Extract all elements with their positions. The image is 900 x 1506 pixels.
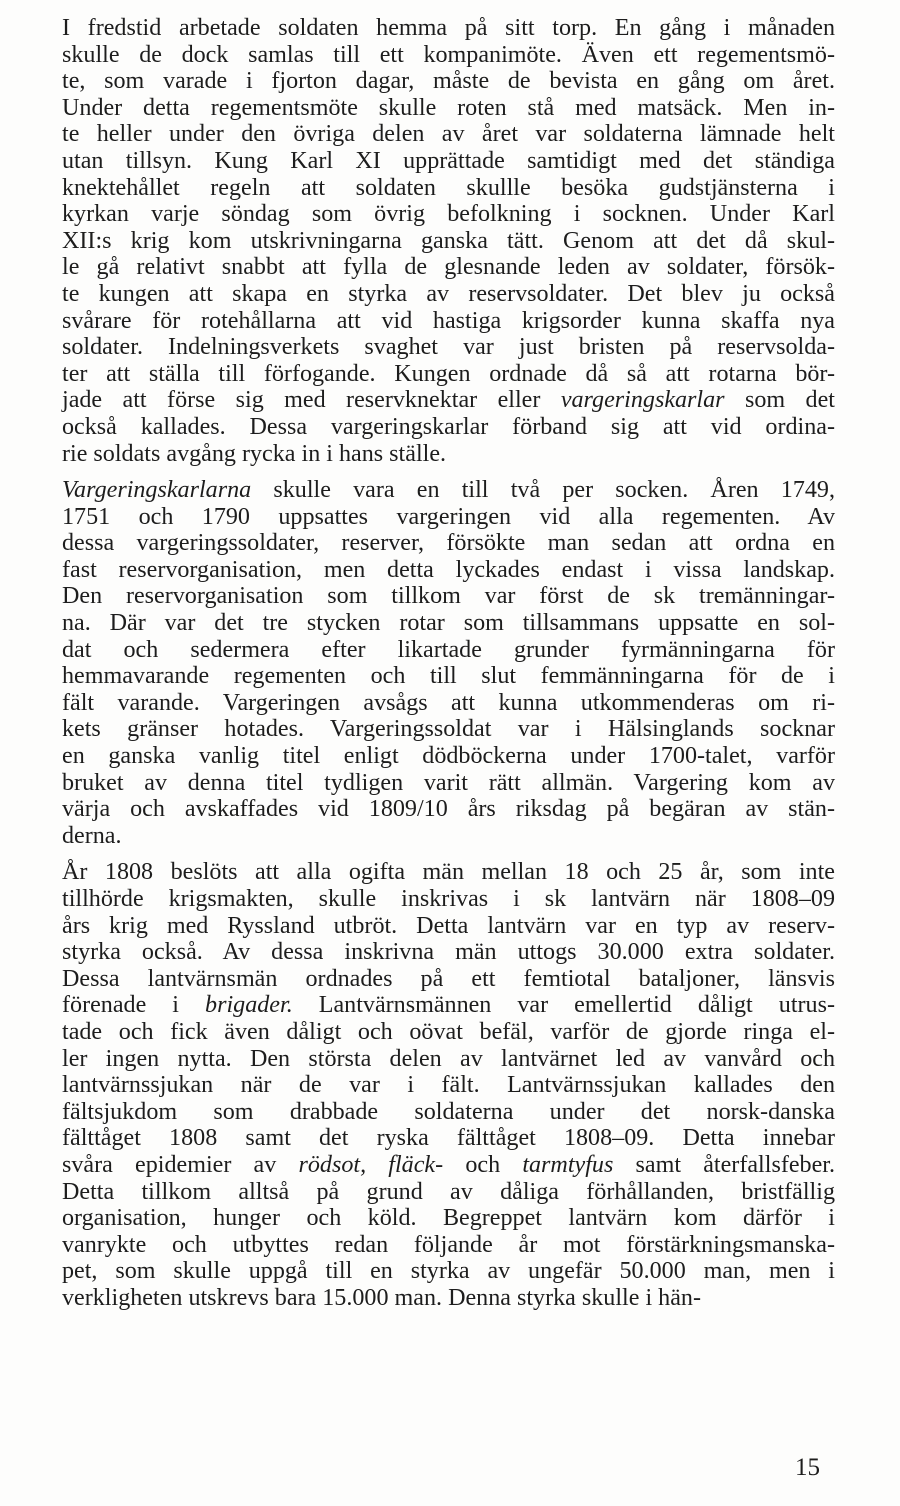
- text-line: [62, 1258, 835, 1285]
- text-line: [62, 530, 835, 557]
- text-segment: kets gränser hotades. Vargeringssoldat var i Hälsinglands socknar: [62, 716, 835, 743]
- paragraph: [62, 477, 835, 849]
- text-segment: styrka också. Av dessa inskrivna män uttogs 30.000 extra soldater.: [62, 939, 835, 966]
- text-segment: rie soldats avgång rycka in i hans ställe.: [62, 440, 447, 467]
- text-line: [62, 361, 835, 388]
- text-segment: Lantvärnsmännen var emellertid dåligt utrus-: [292, 992, 835, 1019]
- text-segment: kyrkan varje söndag som övrig befolkning i socknen. Under Karl: [62, 201, 835, 228]
- text-segment: le gå relativt snabbt att fylla de glesnande leden av soldater, försök-: [62, 254, 835, 281]
- text-line: [62, 281, 835, 308]
- text-segment: tillhörde krigsmakten, skulle inskrivas i sk lantvärn när 1808–09: [62, 886, 835, 912]
- text-segment: te, som varade i fjorton dagar, måste de bevista en gång om året.: [62, 68, 835, 95]
- text-segment: I fredstid arbetade soldaten hemma på sitt torp. En gång i månaden: [62, 15, 835, 41]
- text-segment: fast reservorganisation, men detta lyckades endast i vissa landskap.: [62, 556, 835, 583]
- text-segment: te heller under den övriga delen av året var soldaterna lämnade helt: [62, 121, 835, 148]
- text-line: [62, 583, 835, 610]
- text-segment: dessa vargeringssoldater, reserver, försökte man sedan att ordna en: [62, 530, 835, 557]
- text-line: [62, 387, 835, 414]
- text-segment: knektehållet regeln att soldaten skullle besöka gudstjänsterna i: [62, 174, 835, 201]
- text-segment: dat och sedermera efter likartade grunder fyrmänningarna för: [62, 636, 835, 663]
- text-line: [62, 557, 835, 584]
- text-line: [62, 1152, 835, 1179]
- text-line: [62, 308, 835, 335]
- text-line: [62, 504, 835, 531]
- text-line: [62, 1125, 835, 1152]
- text-segment: samt återfallsfeber.: [613, 1151, 835, 1178]
- text-segment: Under detta regementsmöte skulle roten stå med matsäck. Men in-: [62, 94, 835, 121]
- text-line: [62, 148, 835, 175]
- text-segment: fälttåget 1808 samt det ryska fälttåget 1808–09. Detta innebar: [62, 1125, 835, 1152]
- text-line: [62, 15, 835, 42]
- text-line: [62, 966, 835, 993]
- text-segment: jade att förse sig med reservknektar eller: [62, 387, 561, 414]
- text-segment: lantvärnssjukan när de var i fält. Lantvärnssjukan kallades den: [62, 1072, 835, 1099]
- text-segment: na. Där var det tre stycken rotar som tillsammans uppsatte en sol-: [62, 610, 835, 637]
- text-segment: värja och avskaffades vid 1809/10 års riksdag på begäran av stän-: [62, 796, 835, 823]
- text-segment: Dessa lantvärnsmän ordnades på ett femtiotal bataljoner, länsvis: [62, 965, 835, 992]
- text-line: [62, 201, 835, 228]
- paragraph: [62, 859, 835, 1311]
- page-number: 15: [795, 1454, 820, 1481]
- text-line: [62, 690, 835, 717]
- text-line: [62, 716, 835, 743]
- text-segment: Den reservorganisation som tillkom var först de sk tremänningar-: [62, 583, 835, 610]
- text-line: [62, 992, 835, 1019]
- text-line: [62, 913, 835, 940]
- text-segment: svåra epidemier av: [62, 1151, 299, 1178]
- italic-term: rödsot, fläck-: [298, 1151, 444, 1178]
- text-line: [62, 1072, 835, 1099]
- text-line: [62, 95, 835, 122]
- text-column: [62, 15, 835, 1322]
- text-segment: ler ingen nytta. Den största delen av lantvärnet led av vanvård och: [62, 1045, 835, 1072]
- text-line: [62, 859, 835, 886]
- text-line: [62, 823, 835, 850]
- text-segment: Detta tillkom alltså på grund av dåliga förhållanden, bristfällig: [62, 1178, 835, 1205]
- italic-term: tarmtyfus: [522, 1151, 614, 1178]
- italic-term: Vargeringskarlarna: [62, 477, 252, 504]
- text-line: [62, 886, 835, 913]
- italic-term: brigader.: [205, 992, 293, 1019]
- text-line: [62, 175, 835, 202]
- text-line: [62, 42, 835, 69]
- text-line: [62, 477, 835, 504]
- paragraph: [62, 15, 835, 467]
- text-segment: XII:s krig kom utskrivningarna ganska tätt. Genom att det då skul-: [62, 227, 835, 254]
- text-segment: bruket av denna titel tydligen varit rätt allmän. Vargering kom av: [62, 769, 835, 796]
- text-line: [62, 414, 835, 441]
- text-line: [62, 1019, 835, 1046]
- text-line: [62, 334, 835, 361]
- text-segment: te kungen att skapa en styrka av reservsoldater. Det blev ju också: [62, 280, 835, 307]
- text-segment: organisation, hunger och köld. Begreppet lantvärn kom därför i: [62, 1205, 835, 1232]
- text-segment: utan tillsyn. Kung Karl XI upprättade samtidigt med det ständiga: [62, 147, 835, 174]
- text-segment: hemmavarande regementen och till slut femmänningarna för de i: [62, 663, 835, 690]
- text-segment: skulle vara en till två per socken. Åren 1749,: [251, 477, 835, 504]
- text-line: [62, 1099, 835, 1126]
- text-segment: en ganska vanlig titel enligt dödböckerna under 1700-talet, varför: [62, 743, 835, 770]
- text-segment: också kallades. Dessa vargeringskarlar förband sig att vid ordina-: [62, 413, 835, 440]
- text-line: [62, 743, 835, 770]
- text-line: [62, 228, 835, 255]
- text-segment: fältsjukdom som drabbade soldaterna under det norsk-danska: [62, 1098, 835, 1125]
- text-line: [62, 796, 835, 823]
- text-segment: års krig med Ryssland utbröt. Detta lantvärn var en typ av reserv-: [62, 912, 835, 939]
- text-segment: förenade i: [62, 992, 206, 1019]
- text-segment: vanrykte och utbyttes redan följande år mot förstärkningsmanska-: [62, 1231, 835, 1258]
- text-segment: skulle de dock samlas till ett kompanimöte. Även ett regementsmö-: [62, 41, 835, 68]
- text-line: [62, 121, 835, 148]
- text-segment: År 1808 beslöts att alla ogifta män mellan 18 och 25 år, som inte: [62, 859, 835, 886]
- text-segment: och: [443, 1151, 523, 1178]
- text-line: [62, 1046, 835, 1073]
- text-line: [62, 637, 835, 664]
- text-line: [62, 1205, 835, 1232]
- text-line: [62, 939, 835, 966]
- text-line: [62, 441, 835, 468]
- text-segment: ter att ställa till förfogande. Kungen ordnade då så att rotarna bör-: [62, 360, 835, 387]
- text-segment: svårare för rotehållarna att vid hastiga krigsorder kunna skaffa nya: [62, 307, 835, 334]
- text-line: [62, 663, 835, 690]
- italic-term: vargeringskarlar: [560, 387, 725, 414]
- text-line: [62, 68, 835, 95]
- text-line: [62, 1285, 835, 1312]
- text-segment: 1751 och 1790 uppsattes vargeringen vid alla regementen. Av: [62, 503, 835, 530]
- text-segment: pet, som skulle uppgå till en styrka av ungefär 50.000 man, men i: [62, 1258, 835, 1285]
- text-segment: derna.: [62, 822, 122, 849]
- text-segment: fält varande. Vargeringen avsågs att kunna utkommenderas om ri-: [62, 689, 835, 716]
- text-segment: verkligheten utskrevs bara 15.000 man. Denna styrka skulle i hän-: [62, 1284, 701, 1311]
- text-line: [62, 770, 835, 797]
- text-line: [62, 1232, 835, 1259]
- text-line: [62, 254, 835, 281]
- text-segment: tade och fick även dåligt och oövat befäl, varför de gjorde ringa el-: [62, 1018, 835, 1045]
- text-segment: som det: [724, 387, 835, 414]
- text-line: [62, 610, 835, 637]
- text-line: [62, 1179, 835, 1206]
- text-segment: soldater. Indelningsverkets svaghet var just bristen på reservsolda-: [62, 334, 835, 361]
